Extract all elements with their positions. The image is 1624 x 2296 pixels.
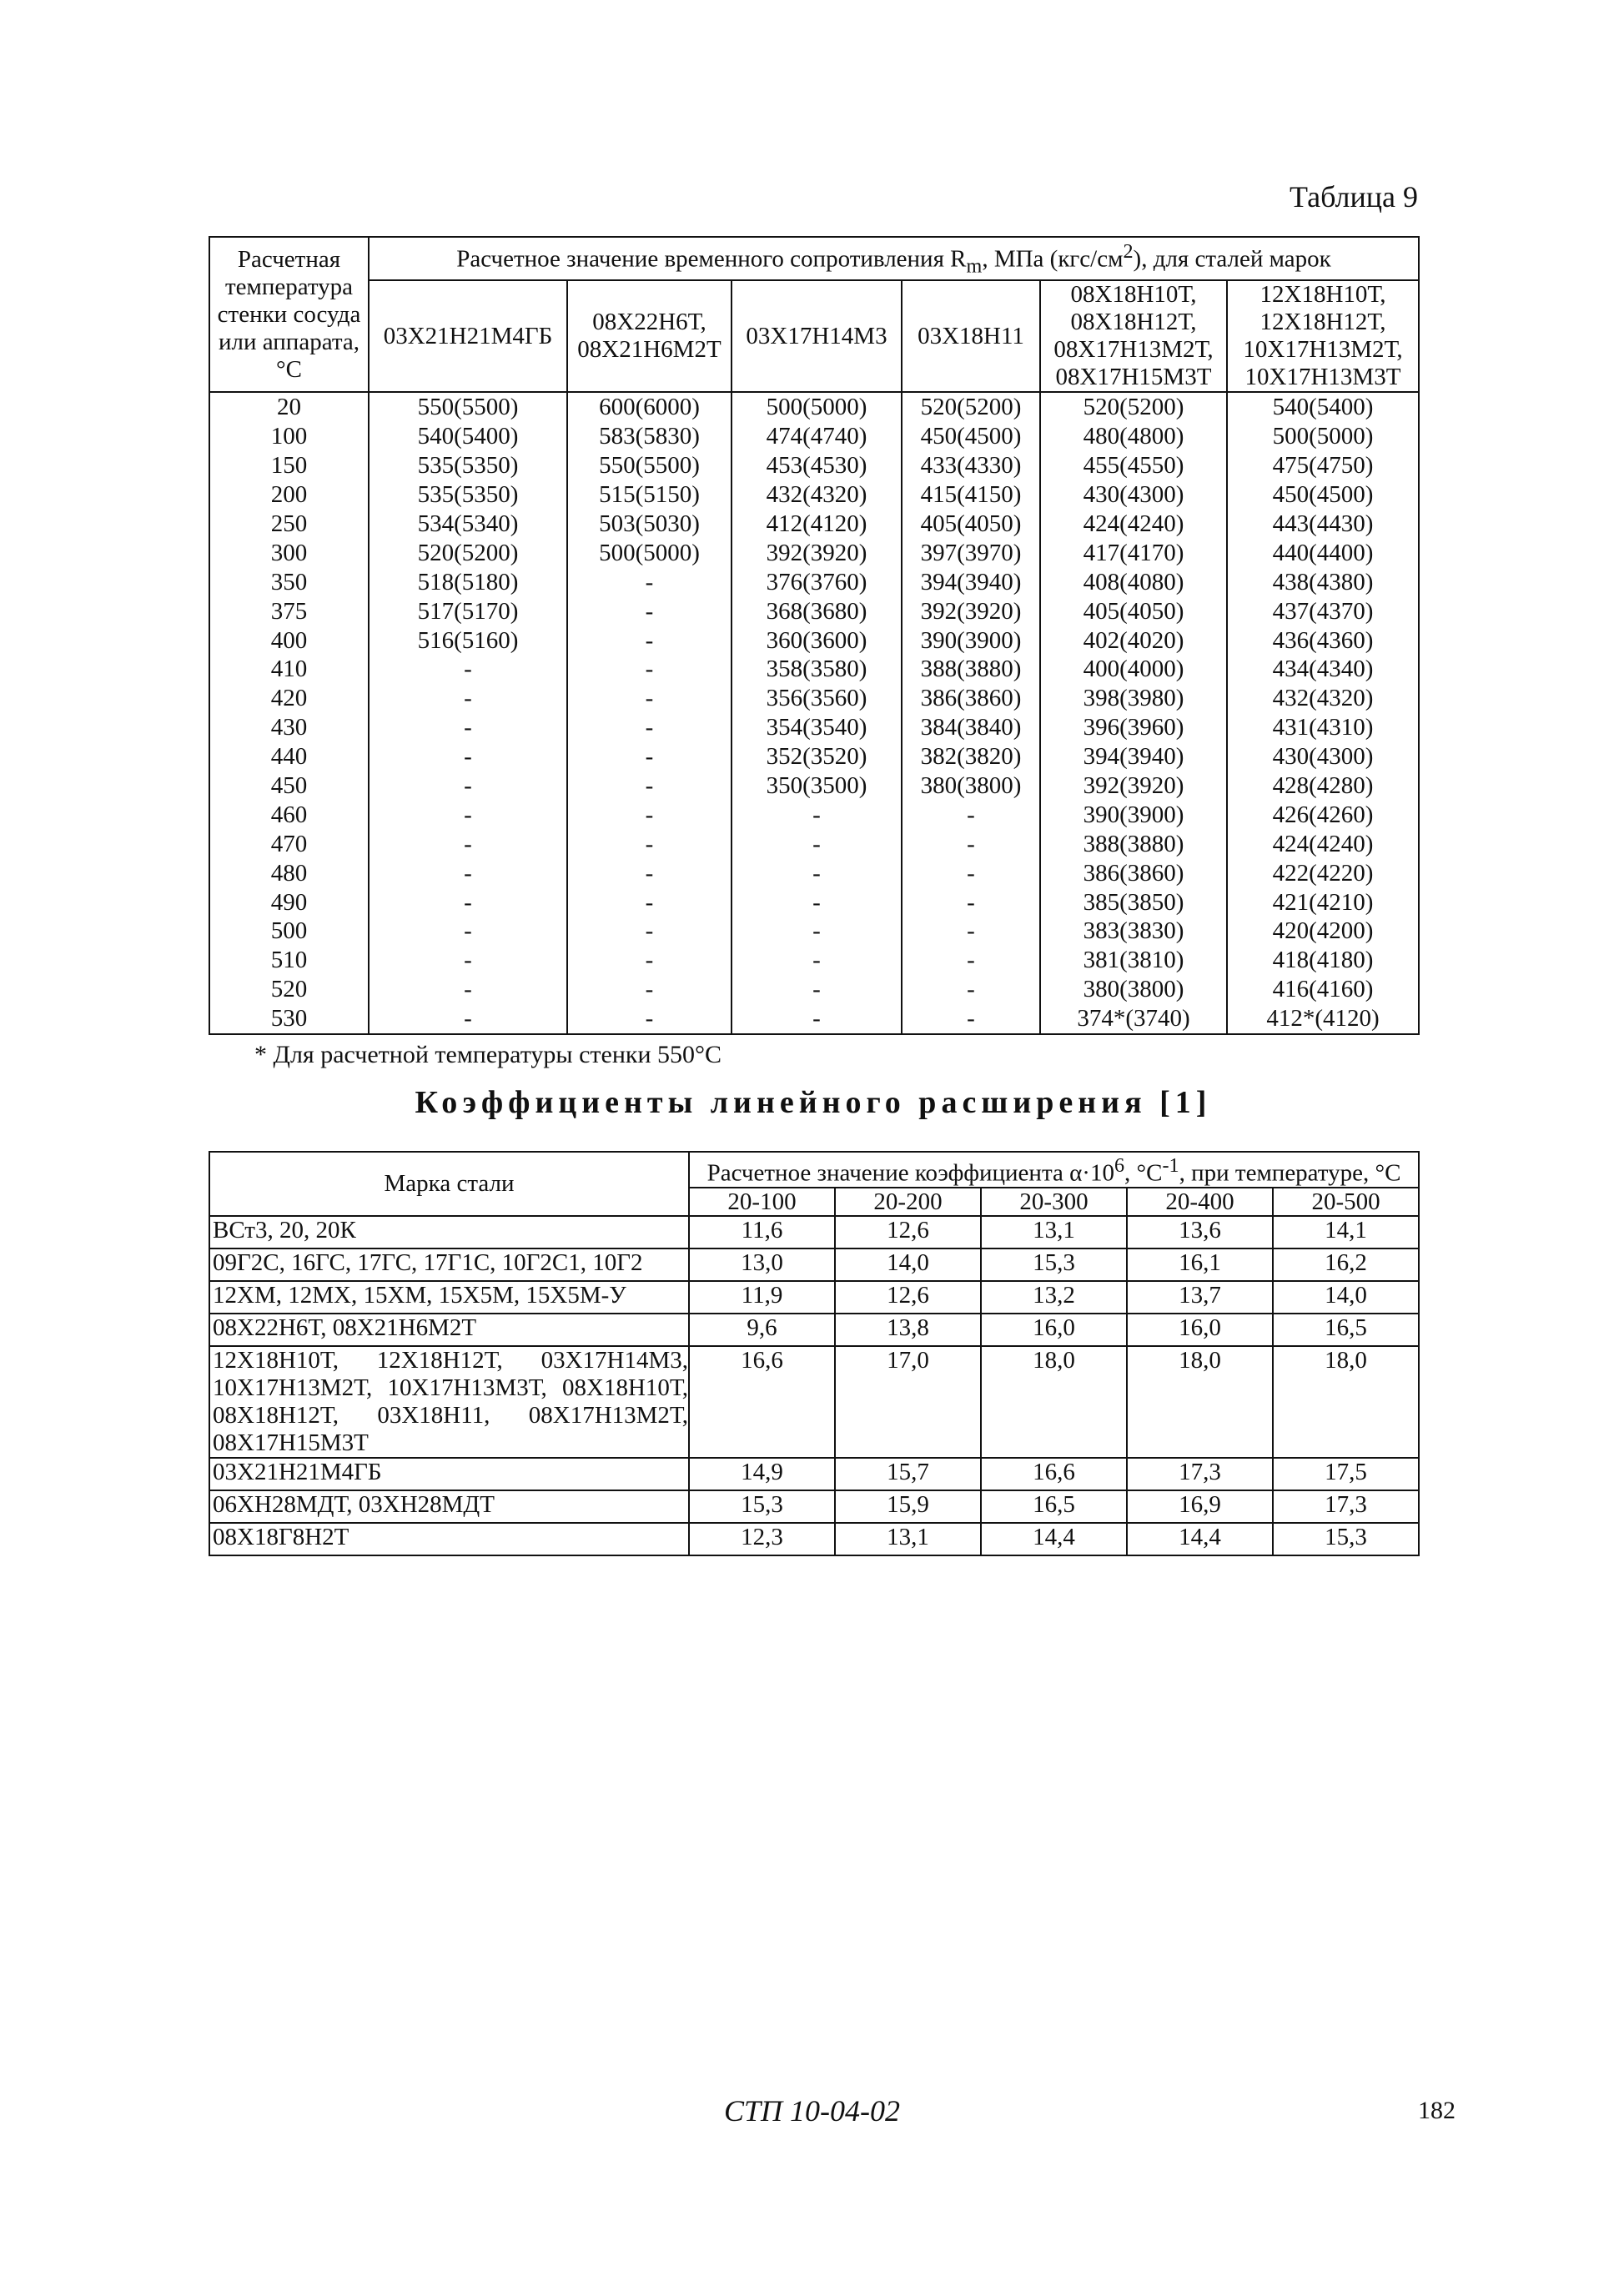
coefficient-cell: 12,6 [835,1281,981,1314]
coefficient-cell: 18,0 [1273,1346,1419,1458]
strength-cell: 500(5000) [1227,422,1419,451]
strength-cell: 352(3520) [732,742,902,771]
strength-cell: 520(5200) [1040,392,1227,422]
coefficient-cell: 13,0 [689,1248,835,1281]
strength-cell: 412(4120) [732,510,902,539]
strength-cell: - [902,975,1040,1004]
table-label: Таблица 9 [1290,180,1418,214]
strength-cell: - [567,568,732,597]
strength-cell: - [369,830,567,859]
steel-grade-cell: 09Г2С, 16ГС, 17ГС, 17Г1С, 10Г2С1, 10Г2 [209,1248,689,1281]
table-row [209,1216,1419,1248]
temperature-cell: 470 [209,830,369,859]
strength-cell: - [567,684,732,713]
strength-cell: 583(5830) [567,422,732,451]
strength-cell: 450(4500) [1227,480,1419,510]
strength-cell: 385(3850) [1040,888,1227,917]
table-row [209,1004,1419,1034]
strength-cell: 516(5160) [369,626,567,656]
strength-cell: 396(3960) [1040,713,1227,742]
temperature-cell: 510 [209,946,369,975]
strength-cell: - [567,859,732,888]
strength-cell: - [369,946,567,975]
temperature-cell: 450 [209,771,369,801]
temperature-header: Расчетная температура стенки сосуда или аппарата, °С [209,237,369,392]
strength-cell: 354(3540) [732,713,902,742]
strength-cell: - [902,946,1040,975]
strength-cell: 390(3900) [1040,801,1227,830]
strength-cell: 426(4260) [1227,801,1419,830]
table-row [209,771,1419,801]
table-row [209,655,1419,684]
strength-cell: - [567,1004,732,1034]
coefficient-cell: 15,3 [1273,1523,1419,1555]
table-row [209,1248,1419,1281]
steel-grade-cell: ВСт3, 20, 20К [209,1216,689,1248]
strength-cell: 392(3920) [902,597,1040,626]
footnote: * Для расчетной температуры стенки 550°С [254,1041,722,1068]
strength-cell: 500(5000) [732,392,902,422]
strength-cell: 428(4280) [1227,771,1419,801]
coefficient-cell: 17,0 [835,1346,981,1458]
strength-cell: 376(3760) [732,568,902,597]
strength-cell: - [902,888,1040,917]
strength-cell: - [567,830,732,859]
coefficient-cell: 16,6 [981,1458,1127,1490]
strength-cell: 398(3980) [1040,684,1227,713]
strength-cell: 535(5350) [369,480,567,510]
table-row [209,1523,1419,1555]
table-row [209,451,1419,480]
table-row [209,1281,1419,1314]
steel-grade-cell: 03Х21Н21М4ГБ [209,1458,689,1490]
coefficient-cell: 17,5 [1273,1458,1419,1490]
strength-cell: 437(4370) [1227,597,1419,626]
strength-cell: 540(5400) [369,422,567,451]
coefficient-cell: 16,1 [1127,1248,1273,1281]
temperature-cell: 375 [209,597,369,626]
strength-cell: 503(5030) [567,510,732,539]
coefficient-cell: 13,1 [981,1216,1127,1248]
strength-cell: 386(3860) [1040,859,1227,888]
strength-cell: 474(4740) [732,422,902,451]
strength-cell: 431(4310) [1227,713,1419,742]
document-code: СТП 10-04-02 [723,2094,900,2128]
strength-cell: 438(4380) [1227,568,1419,597]
strength-cell: 392(3920) [1040,771,1227,801]
temperature-cell: 480 [209,859,369,888]
coefficient-cell: 12,3 [689,1523,835,1555]
table-row [209,422,1419,451]
strength-cell: 394(3940) [902,568,1040,597]
strength-cell: 400(4000) [1040,655,1227,684]
coefficient-cell: 16,5 [1273,1314,1419,1346]
coefficient-cell: 13,6 [1127,1216,1273,1248]
section-title: Коэффициенты линейного расширения [1] [415,1085,1212,1120]
coefficient-cell: 14,0 [835,1248,981,1281]
table-row [209,1346,1419,1458]
coefficient-cell: 16,6 [689,1346,835,1458]
strength-cell: 424(4240) [1040,510,1227,539]
coefficient-cell: 14,0 [1273,1281,1419,1314]
table-row [209,888,1419,917]
steel-column-header: 03Х21Н21М4ГБ [369,280,567,392]
coefficient-cell: 15,3 [981,1248,1127,1281]
steel-column-header: 08Х18Н10Т, 08Х18Н12Т, 08Х17Н13М2Т, 08Х17Н15М3Т [1040,280,1227,392]
page-number: 182 [1418,2097,1456,2124]
strength-cell: 517(5170) [369,597,567,626]
temperature-cell: 20 [209,392,369,422]
steel-column-header: 03Х17Н14М3 [732,280,902,392]
strength-cell: 394(3940) [1040,742,1227,771]
strength-group-header: Расчетное значение временного сопротивления $R_m$, МПа $(кгс/см^2)$, для сталей марок [369,237,1419,280]
temperature-range-header: 20-200 [835,1188,981,1216]
temperature-range-header: 20-300 [981,1188,1127,1216]
strength-cell: 520(5200) [369,539,567,568]
strength-cell: - [567,655,732,684]
strength-cell: - [732,946,902,975]
strength-cell: 453(4530) [732,451,902,480]
strength-cell: - [369,801,567,830]
temperature-cell: 530 [209,1004,369,1034]
table-row [209,626,1419,656]
temperature-cell: 150 [209,451,369,480]
temperature-cell: 200 [209,480,369,510]
tensile-strength-table [209,236,1420,1035]
steel-column-header: 08Х22Н6Т, 08Х21Н6М2Т [567,280,732,392]
strength-cell: - [567,975,732,1004]
steel-grade-cell: 08Х18Г8Н2Т [209,1523,689,1555]
strength-cell: 455(4550) [1040,451,1227,480]
strength-cell: 388(3880) [1040,830,1227,859]
strength-cell: - [567,713,732,742]
strength-cell: 360(3600) [732,626,902,656]
strength-cell: 418(4180) [1227,946,1419,975]
steel-grade-header: Марка стали [209,1152,689,1216]
strength-cell: 392(3920) [732,539,902,568]
strength-cell: - [369,1004,567,1034]
temperature-cell: 520 [209,975,369,1004]
temperature-cell: 350 [209,568,369,597]
strength-cell: 518(5180) [369,568,567,597]
table-row [209,801,1419,830]
strength-cell: 374*(3740) [1040,1004,1227,1034]
strength-cell: - [567,626,732,656]
strength-cell: - [369,742,567,771]
strength-cell: - [369,713,567,742]
strength-cell: 520(5200) [902,392,1040,422]
strength-cell: - [369,975,567,1004]
temperature-cell: 420 [209,684,369,713]
strength-cell: 550(5500) [369,392,567,422]
table-row [209,830,1419,859]
strength-cell: 397(3970) [902,539,1040,568]
temperature-cell: 300 [209,539,369,568]
strength-cell: - [902,1004,1040,1034]
table-row [209,1490,1419,1523]
strength-cell: 432(4320) [732,480,902,510]
coefficient-cell: 12,6 [835,1216,981,1248]
table-row [209,742,1419,771]
steel-column-header: 12Х18Н10Т, 12Х18Н12Т, 10Х17Н13М2Т, 10Х17Н13М3Т [1227,280,1419,392]
coefficient-cell: 16,0 [1127,1314,1273,1346]
coefficient-cell: 13,1 [835,1523,981,1555]
strength-cell: 550(5500) [567,451,732,480]
strength-cell: 540(5400) [1227,392,1419,422]
strength-cell: 358(3580) [732,655,902,684]
strength-cell: 421(4210) [1227,888,1419,917]
strength-cell: - [902,830,1040,859]
coefficient-cell: 14,1 [1273,1216,1419,1248]
strength-cell: 416(4160) [1227,975,1419,1004]
strength-cell: - [369,888,567,917]
strength-cell: 384(3840) [902,713,1040,742]
coefficient-cell: 13,2 [981,1281,1127,1314]
steel-grade-cell: 08Х22Н6Т, 08Х21Н6М2Т [209,1314,689,1346]
steel-grade-cell: 06ХН28МДТ, 03ХН28МДТ [209,1490,689,1523]
strength-cell: 450(4500) [902,422,1040,451]
table-row [209,684,1419,713]
temperature-range-header: 20-400 [1127,1188,1273,1216]
strength-cell: 436(4360) [1227,626,1419,656]
strength-cell: 380(3800) [902,771,1040,801]
strength-cell: 440(4400) [1227,539,1419,568]
strength-cell: - [567,946,732,975]
temperature-cell: 400 [209,626,369,656]
steel-grade-cell: 12Х18Н10Т, 12Х18Н12Т, 03Х17Н14М3, 10Х17Н13М2Т, 10Х17Н13М3Т, 08Х18Н10Т, 08Х18Н12Т, 03Х18Н11, 08Х17Н13М2Т, 08Х17Н15М3Т [209,1346,689,1458]
temperature-cell: 250 [209,510,369,539]
strength-cell: 424(4240) [1227,830,1419,859]
coefficient-cell: 15,3 [689,1490,835,1523]
strength-cell: - [369,655,567,684]
coefficient-cell: 13,8 [835,1314,981,1346]
table-row [209,859,1419,888]
strength-cell: 432(4320) [1227,684,1419,713]
strength-cell: - [567,888,732,917]
strength-cell: 417(4170) [1040,539,1227,568]
strength-cell: - [902,917,1040,946]
strength-cell: 356(3560) [732,684,902,713]
steel-grade-cell: 12ХМ, 12МХ, 15ХМ, 15Х5М, 15Х5М-У [209,1281,689,1314]
coefficient-cell: 11,9 [689,1281,835,1314]
coefficient-cell: 9,6 [689,1314,835,1346]
strength-cell: 433(4330) [902,451,1040,480]
strength-cell: - [732,888,902,917]
strength-cell: 382(3820) [902,742,1040,771]
strength-cell: 422(4220) [1227,859,1419,888]
coefficient-cell: 17,3 [1127,1458,1273,1490]
strength-cell: 420(4200) [1227,917,1419,946]
strength-cell: - [567,597,732,626]
strength-cell: - [369,859,567,888]
coefficient-cell: 15,7 [835,1458,981,1490]
expansion-coefficient-table [209,1151,1420,1556]
temperature-range-header: 20-500 [1273,1188,1419,1216]
temperature-cell: 440 [209,742,369,771]
table-row [209,539,1419,568]
temperature-cell: 490 [209,888,369,917]
coefficient-cell: 14,9 [689,1458,835,1490]
table-row [209,917,1419,946]
strength-cell: 381(3810) [1040,946,1227,975]
strength-cell: - [567,801,732,830]
strength-cell: - [369,917,567,946]
strength-cell: - [902,801,1040,830]
strength-cell: - [732,1004,902,1034]
strength-cell: 386(3860) [902,684,1040,713]
coefficient-cell: 14,4 [1127,1523,1273,1555]
temperature-cell: 460 [209,801,369,830]
table-row [209,1314,1419,1346]
coefficient-cell: 14,4 [981,1523,1127,1555]
strength-cell: 388(3880) [902,655,1040,684]
coefficient-cell: 15,9 [835,1490,981,1523]
strength-cell: 368(3680) [732,597,902,626]
coefficient-cell: 16,0 [981,1314,1127,1346]
coefficient-cell: 18,0 [981,1346,1127,1458]
strength-cell: - [732,917,902,946]
coefficient-cell: 11,6 [689,1216,835,1248]
strength-cell: 405(4050) [902,510,1040,539]
coefficient-group-header: Расчетное значение коэффициента $\alpha\cdot 10^6$, $^\circ С^{-1}$, при температуре, °С [689,1152,1419,1188]
table-row [209,568,1419,597]
coefficient-cell: 13,7 [1127,1281,1273,1314]
strength-cell: 402(4020) [1040,626,1227,656]
table-row [209,392,1419,422]
strength-cell: 535(5350) [369,451,567,480]
strength-cell: 434(4340) [1227,655,1419,684]
strength-cell: 600(6000) [567,392,732,422]
strength-cell: - [567,917,732,946]
strength-cell: - [732,830,902,859]
strength-cell: 350(3500) [732,771,902,801]
strength-cell: - [567,771,732,801]
temperature-range-header: 20-100 [689,1188,835,1216]
strength-cell: - [369,771,567,801]
strength-cell: - [732,801,902,830]
table-row [209,597,1419,626]
temperature-cell: 410 [209,655,369,684]
temperature-cell: 430 [209,713,369,742]
table-row [209,510,1419,539]
strength-cell: - [732,859,902,888]
strength-cell: - [732,975,902,1004]
strength-cell: 475(4750) [1227,451,1419,480]
coefficient-cell: 16,5 [981,1490,1127,1523]
strength-cell: 500(5000) [567,539,732,568]
strength-cell: 443(4430) [1227,510,1419,539]
strength-cell: 515(5150) [567,480,732,510]
strength-cell: 405(4050) [1040,597,1227,626]
table-row [209,480,1419,510]
table-row [209,975,1419,1004]
strength-cell: 380(3800) [1040,975,1227,1004]
table-row [209,1458,1419,1490]
strength-cell: 430(4300) [1040,480,1227,510]
steel-column-header: 03Х18Н11 [902,280,1040,392]
coefficient-cell: 18,0 [1127,1346,1273,1458]
table-row [209,713,1419,742]
strength-cell: - [369,684,567,713]
strength-cell: 534(5340) [369,510,567,539]
strength-cell: 430(4300) [1227,742,1419,771]
strength-cell: 415(4150) [902,480,1040,510]
strength-cell: - [902,859,1040,888]
strength-cell: 390(3900) [902,626,1040,656]
coefficient-cell: 16,2 [1273,1248,1419,1281]
strength-cell: 408(4080) [1040,568,1227,597]
strength-cell: 412*(4120) [1227,1004,1419,1034]
strength-cell: 383(3830) [1040,917,1227,946]
coefficient-cell: 17,3 [1273,1490,1419,1523]
coefficient-cell: 16,9 [1127,1490,1273,1523]
strength-cell: - [567,742,732,771]
table-row [209,946,1419,975]
strength-cell: 480(4800) [1040,422,1227,451]
temperature-cell: 100 [209,422,369,451]
temperature-cell: 500 [209,917,369,946]
